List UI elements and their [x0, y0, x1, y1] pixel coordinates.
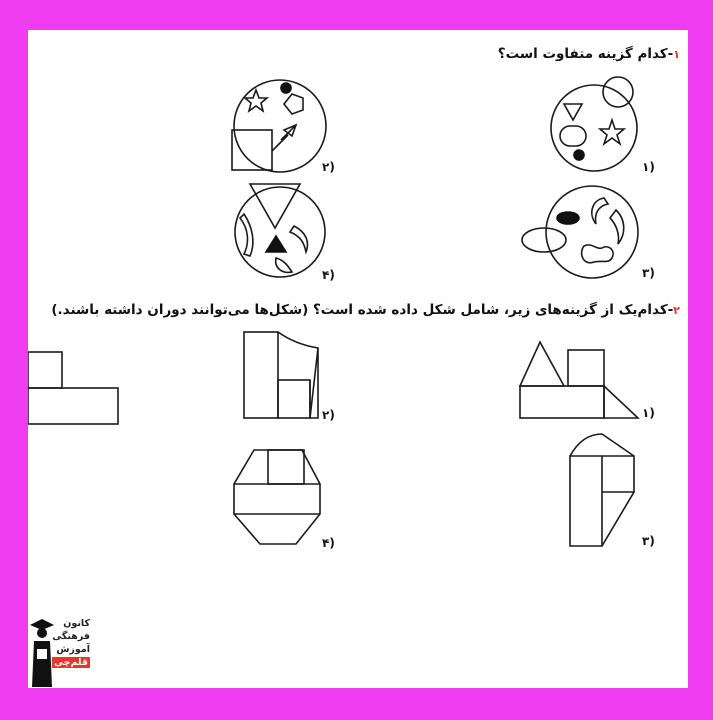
q1-option-4-figure	[226, 180, 336, 280]
q2-option-1-figure	[518, 340, 642, 422]
q1-option-2-label: ۲)	[322, 160, 335, 174]
question-2-text: کدام‌یک از گزینه‌های زیر، شامل شکل داده شده است؟ (شکل‌ها می‌توانند دوران داشته باشند.)	[51, 302, 668, 318]
q2-option-3-label: ۳)	[642, 534, 655, 548]
logo-line-1: کانون	[63, 618, 90, 629]
q2-option-3-figure	[566, 430, 642, 550]
question-2: ۲-کدام‌یک از گزینه‌های زیر، شامل شکل داده شده است؟ (شکل‌ها می‌توانند دوران داشته باشند.)	[51, 302, 680, 318]
question-1-text: کدام گزینه متفاوت است؟	[497, 46, 668, 62]
kanoon-logo	[28, 615, 90, 688]
q2-option-2-label: ۲)	[322, 408, 335, 422]
q1-option-1-label: ۱)	[642, 160, 655, 174]
logo-line-3: آموزش	[56, 644, 90, 655]
q1-option-4-label: ۴)	[322, 268, 335, 282]
q1-option-2-figure	[226, 72, 336, 172]
worksheet-page	[28, 30, 688, 688]
q2-option-1-label: ۱)	[642, 406, 655, 420]
q1-option-3-label: ۳)	[642, 266, 655, 280]
graduate-figure-icon	[28, 615, 56, 688]
q1-option-1-figure	[546, 74, 646, 174]
q2-given-shape	[28, 350, 120, 430]
q1-option-3-figure	[522, 180, 642, 280]
question-1: ۱-کدام گزینه متفاوت است؟	[497, 46, 680, 62]
q2-option-4-label: ۴)	[322, 536, 335, 550]
q2-option-4-figure	[232, 444, 324, 548]
logo-line-2: فرهنگی	[52, 631, 90, 642]
q2-option-2-figure	[240, 328, 324, 420]
question-2-number: ۲	[673, 304, 680, 317]
logo-brand: قلم‌چی	[53, 657, 88, 668]
question-1-number: ۱	[673, 48, 680, 61]
